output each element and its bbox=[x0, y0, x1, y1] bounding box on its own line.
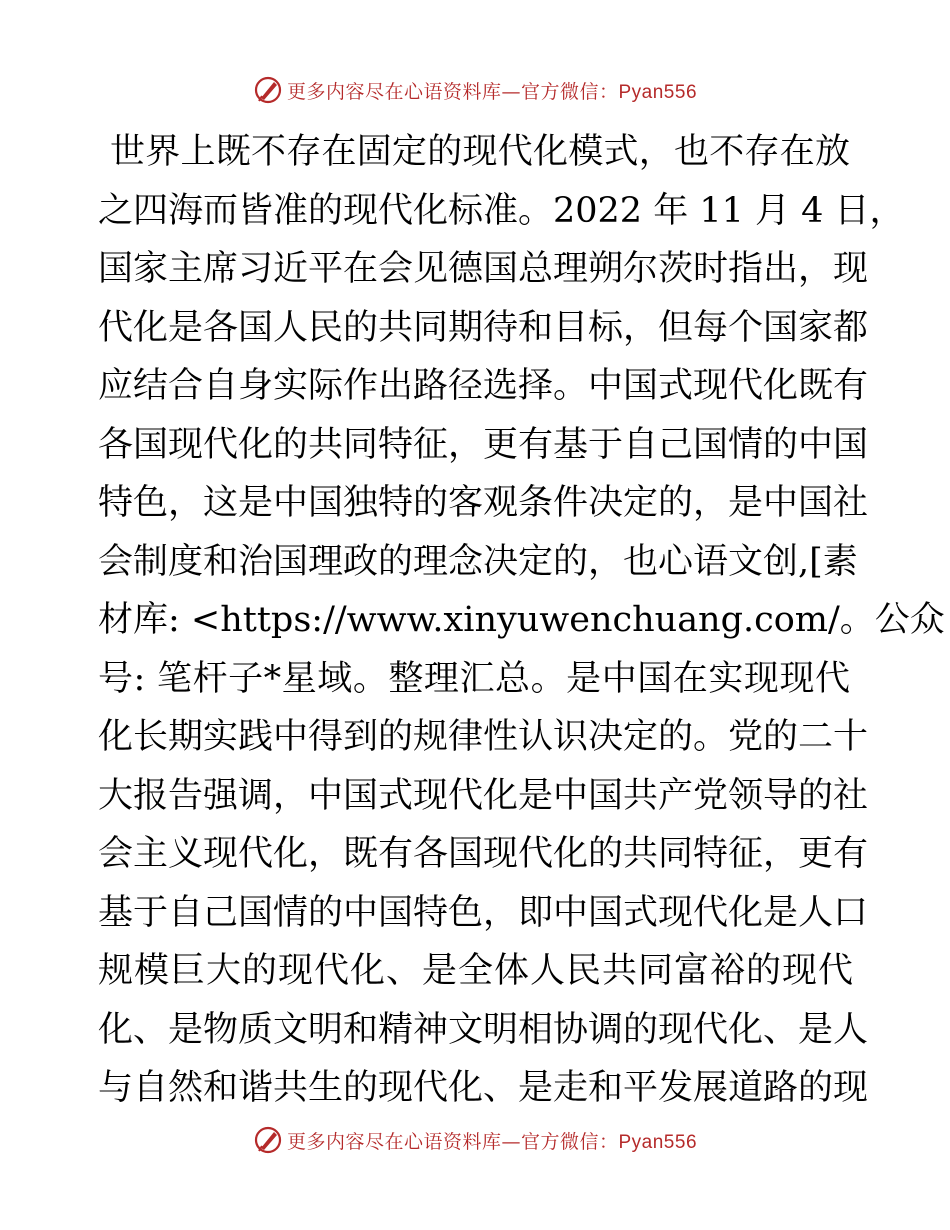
body-line: 化长期实践中得到的规律性认识决定的。党的二十 bbox=[98, 717, 869, 757]
footer-banner bbox=[0, 1120, 950, 1160]
body-line: 规模巨大的现代化、是全体人民共同富裕的现代 bbox=[98, 951, 855, 991]
header-banner-wechat: Pyan556 bbox=[618, 81, 698, 103]
header-banner-main: 更多内容尽在心语资料库—官方微信： bbox=[286, 80, 619, 103]
body-line: 大报告强调，中国式现代化是中国共产党领导的社 bbox=[98, 775, 869, 816]
body-line: 应结合自身实际作出路径选择。中国式现代化既有 bbox=[98, 366, 869, 406]
footer-banner-main: 更多内容尽在心语资料库—官方微信： bbox=[286, 1130, 619, 1153]
body-line: 会制度和治国理政的理念决定的，也心语文创,[素 bbox=[98, 541, 858, 582]
header-banner-text bbox=[287, 77, 697, 104]
footer-banner-text bbox=[287, 1127, 697, 1154]
body-line: 会主义现代化，既有各国现代化的共同特征，更有 bbox=[98, 834, 869, 874]
body-line: 世界上既不存在固定的现代化模式，也不存在放 bbox=[110, 132, 850, 172]
body-line: 与自然和谐共生的现代化、是走和平发展道路的现 bbox=[98, 1068, 869, 1108]
body-line: 号: 笔杆子*星域。整理汇总。是中国在实现现代 bbox=[98, 658, 850, 699]
body-line: 基于自己国情的中国特色，即中国式现代化是人口 bbox=[98, 892, 869, 933]
body-line: 国家主席习近平在会见德国总理朔尔茨时指出，现 bbox=[98, 249, 869, 289]
body-line: 材库: <https://www.xinyuwenchuang.com/。公众 bbox=[98, 600, 945, 640]
body-line: 特色，这是中国独特的客观条件决定的，是中国社 bbox=[98, 483, 869, 523]
header-banner bbox=[0, 70, 950, 110]
footer-banner-wechat: Pyan556 bbox=[618, 1131, 698, 1153]
document-body bbox=[98, 123, 945, 1118]
body-line: 化、是物质文明和精神文明相协调的现代化、是人 bbox=[98, 1009, 869, 1050]
quill-pen-logo-icon bbox=[253, 1125, 283, 1155]
body-line: 各国现代化的共同特征，更有基于自己国情的中国 bbox=[98, 424, 869, 465]
quill-pen-logo-icon bbox=[253, 75, 283, 105]
body-line: 之四海而皆准的现代化标准。2022 年 11 月 4 日， bbox=[98, 190, 905, 231]
body-line: 代化是各国人民的共同期待和目标，但每个国家都 bbox=[98, 307, 869, 348]
